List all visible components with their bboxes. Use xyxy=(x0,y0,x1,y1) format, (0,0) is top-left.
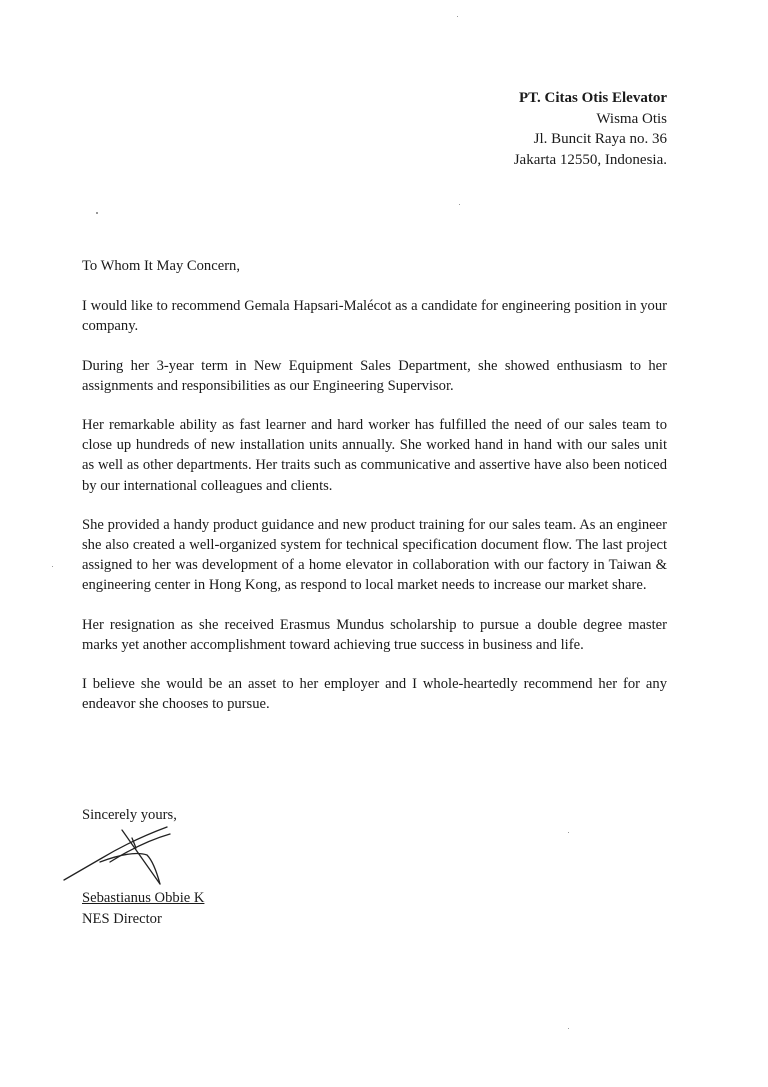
scan-speck xyxy=(568,832,569,833)
building-name: Wisma Otis xyxy=(596,110,667,127)
letter-body xyxy=(82,256,667,733)
city-address: Jakarta 12550, Indonesia. xyxy=(513,151,667,168)
paragraph-resignation: Her resignation as she received Erasmus Mundus scholarship to pursue a double degree master marks yet another accomplishment toward achieving true success in business and life. xyxy=(82,616,667,653)
scan-speck xyxy=(459,204,460,205)
scan-speck xyxy=(96,212,98,214)
scan-speck xyxy=(568,1028,569,1029)
paragraph-ability: Her remarkable ability as fast learner and hard worker has fulfilled the need of our sales team to close up hundreds of new installation units annually. She worked hand in hand with our sales unit as well as other departments. Her traits such as communicative and assertive have also been noticed by our international colleagues and clients. xyxy=(82,417,667,494)
closing: Sincerely yours, xyxy=(82,807,177,823)
company-name: PT. Citas Otis Elevator xyxy=(518,90,667,106)
signer-title: NES Director xyxy=(82,911,162,927)
street-address: Jl. Buncit Raya no. 36 xyxy=(533,131,667,147)
signature-icon xyxy=(62,822,212,890)
signer-name: Sebastianus Obbie K xyxy=(82,890,205,906)
signer-block xyxy=(82,888,204,930)
letterhead xyxy=(514,88,667,170)
scan-speck xyxy=(457,16,458,17)
paragraph-endorsement: I believe she would be an asset to her employer and I whole-heartedly recommend her for any endeavor she chooses to pursue. xyxy=(82,676,667,713)
paragraph-projects: She provided a handy product guidance and new product training for our sales team. As an engineer she also created a well-organized system for technical specification document flow. The last project assigned to her was development of a home elevator in collaboration with our factory in Taiwan & engineering center in Hong Kong, as respond to local market needs to increase our market share. xyxy=(82,516,667,594)
paragraph-term: During her 3-year term in New Equipment Sales Department, she showed enthusiasm to her assignments and responsibilities as our Engineering Supervisor. xyxy=(82,357,667,394)
paragraph-recommendation: I would like to recommend Gemala Hapsari-Malécot as a candidate for engineering position in your company. xyxy=(82,298,667,335)
salutation: To Whom It May Concern, xyxy=(82,258,240,274)
scan-speck xyxy=(52,566,53,567)
